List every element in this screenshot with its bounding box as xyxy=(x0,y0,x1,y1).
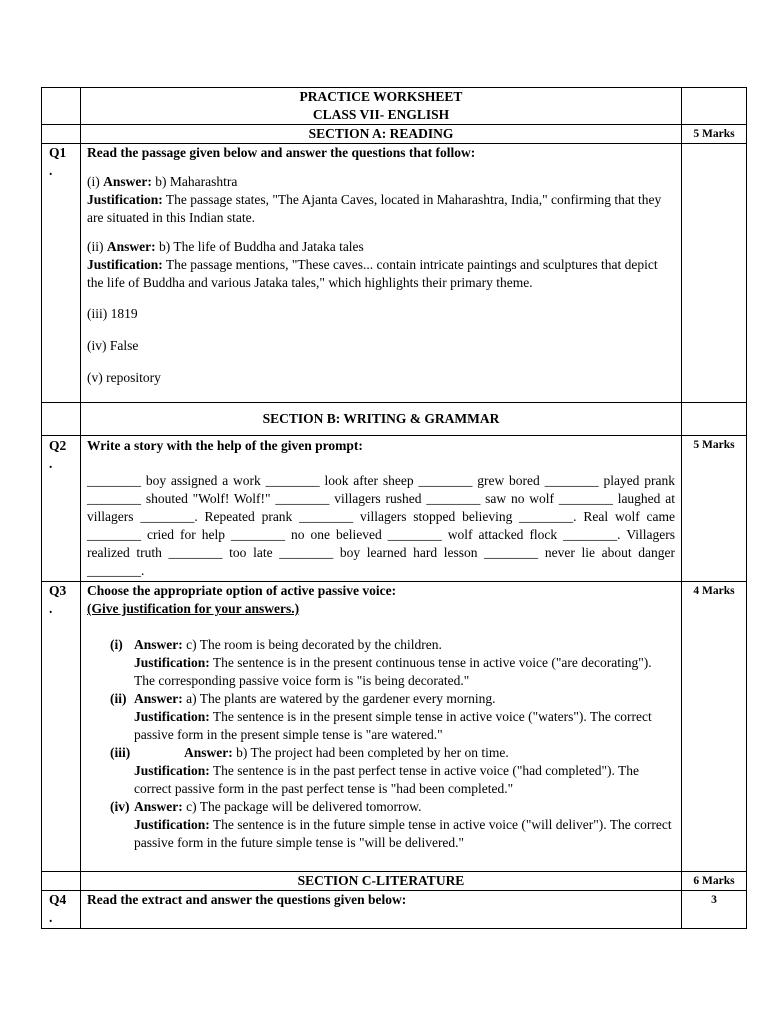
q1-instruction: Read the passage given below and answer the questions that follow: xyxy=(87,145,476,160)
q1-number: Q1 . xyxy=(42,144,81,403)
header-marks-cell xyxy=(682,88,747,125)
q4-number: Q4 . xyxy=(42,891,81,929)
q1-content xyxy=(81,144,682,403)
worksheet-title: PRACTICE WORKSHEET xyxy=(299,89,463,104)
q2-content xyxy=(81,436,682,582)
q2-marks: 5 Marks xyxy=(682,436,747,582)
class-title: CLASS VII- ENGLISH xyxy=(312,107,450,122)
q1-answer-iv: (iv) False xyxy=(87,338,139,353)
q3-number: Q3 . xyxy=(42,582,81,872)
q3-answer-ii: (ii) Answer: a) The plants are watered by the gardener every morning. Justification: The sentence is in the present simple tense in active voice ("waters"). The correct passive form in the present simple tense is "are watered." xyxy=(110,691,652,742)
q4-content xyxy=(81,891,682,929)
q1-answer-iii: (iii) 1819 xyxy=(87,306,138,321)
q4-marks: 3 xyxy=(682,891,747,929)
q3-marks: 4 Marks xyxy=(682,582,747,872)
q1-answer-i: (i) Answer: b) Maharashtra Justification: The passage states, "The Ajanta Caves, located in Maharashtra, India," confirming that they are situated in this Indian state. xyxy=(87,174,662,225)
q2-story-prompt: ________ boy assigned a work ________ look after sheep ________ grew bored ________ played prank ________ shouted "Wolf! Wolf!" ________ villagers rushed ________ saw no wolf ________ laughed at villagers ________. Repeated prank ________ villagers stopped believing ________. Real wolf came ________ cried for help ________ no one believed ________ wolf attacked flock ________. Villagers realized truth ________ too late ________ boy learned hard lesson ________ never lie about danger ________. xyxy=(87,473,675,578)
section-c-title: SECTION C-LITERATURE xyxy=(81,872,682,891)
q1-answer-v: (v) repository xyxy=(87,370,161,385)
section-c-marks: 6 Marks xyxy=(682,872,747,891)
q3-answer-iii: (iii) Answer: b) The project had been completed by her on time. xyxy=(110,745,509,760)
worksheet-header xyxy=(81,88,682,125)
header-qn-cell xyxy=(42,88,81,125)
q3-content xyxy=(81,582,682,872)
q3-answer-iv: (iv) Answer: c) The package will be delivered tomorrow. Justification: The sentence is in the future simple tense in active voice ("will deliver"). The correct passive form in the future simple tense is "will be delivered." xyxy=(110,799,672,850)
q2-instruction: Write a story with the help of the given prompt: xyxy=(87,438,363,453)
section-a-title: SECTION A: READING xyxy=(81,125,682,144)
section-a-marks: 5 Marks xyxy=(682,125,747,144)
q3-instruction: Choose the appropriate option of active passive voice: xyxy=(87,583,397,598)
q2-number: Q2 . xyxy=(42,436,81,582)
q3-answer-i: (i) Answer: c) The room is being decorated by the children. Justification: The sentence is in the present continuous tense in active voice ("are decorating"). The corresponding passive voice form is "is being decorated." xyxy=(110,637,652,688)
q3-answer-list xyxy=(87,636,675,852)
section-b-title: SECTION B: WRITING & GRAMMAR xyxy=(81,403,682,436)
q1-answer-ii: (ii) Answer: b) The life of Buddha and Jataka tales Justification: The passage mentions, "These caves... contain intricate paintings and sculptures that depict the life of Buddha and various Jataka tales," which highlights their primary theme. xyxy=(87,239,658,290)
worksheet-table xyxy=(41,87,747,929)
q3-sub-instruction: (Give justification for your answers.) xyxy=(87,601,300,616)
q4-instruction: Read the extract and answer the questions given below: xyxy=(87,892,407,907)
q3-answer-iii-justification: Justification: The sentence is in the past perfect tense in active voice ("had completed"). The correct passive form in the past perfect tense is "had been completed." xyxy=(134,763,639,796)
